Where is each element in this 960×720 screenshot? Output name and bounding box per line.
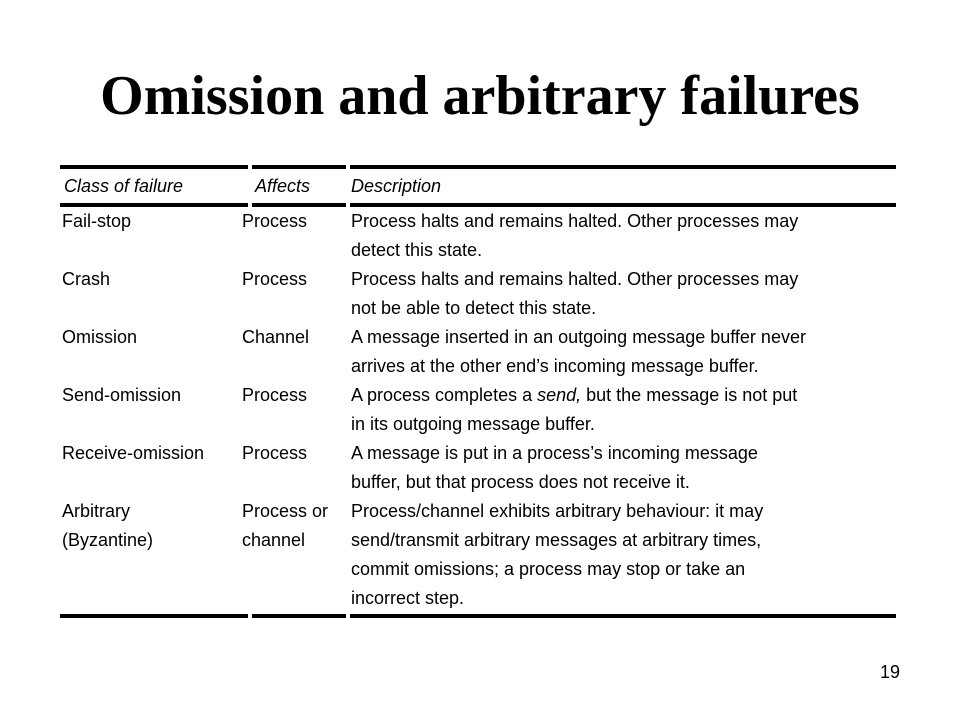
table-bottom-rule-affects — [252, 614, 346, 618]
description-cell: in its outgoing message buffer. — [351, 414, 595, 434]
description-cell: Process/channel exhibits arbitrary behaviour: it may — [351, 501, 764, 521]
slide-title: Omission and arbitrary failures — [100, 65, 860, 127]
description-cell: arrives at the other end’s incoming message buffer. — [351, 356, 759, 376]
table-top-rule-class — [60, 165, 248, 169]
class-cell: Crash — [62, 269, 111, 289]
affects-cell: Process — [242, 269, 308, 289]
table-bottom-rule-description — [350, 614, 896, 618]
header-description: Description — [351, 176, 442, 196]
description-cell: Process halts and remains halted. Other processes may — [351, 269, 799, 289]
italic-term: send, — [537, 385, 582, 405]
description-cell: send/transmit arbitrary messages at arbitrary times, — [351, 530, 762, 550]
description-cell: incorrect step. — [351, 588, 465, 608]
table-top-rule-affects — [252, 165, 346, 169]
class-cell: Send-omission — [62, 385, 182, 405]
class-cell: Arbitrary — [62, 501, 131, 521]
class-cell: (Byzantine) — [62, 530, 154, 550]
page-number: 19 — [879, 662, 900, 682]
class-cell: Omission — [62, 327, 138, 347]
affects-cell: Process — [242, 385, 308, 405]
affects-cell: channel — [242, 530, 306, 550]
affects-cell: Process or — [242, 501, 329, 521]
affects-cell: Process — [242, 211, 308, 231]
description-cell: A message inserted in an outgoing message buffer never — [351, 327, 806, 347]
class-cell: Fail-stop — [62, 211, 132, 231]
affects-cell: Process — [242, 443, 308, 463]
description-cell: commit omissions; a process may stop or take an — [351, 559, 746, 579]
description-cell: Process halts and remains halted. Other processes may — [351, 211, 799, 231]
header-affects: Affects — [255, 176, 311, 196]
description-cell: A message is put in a process’s incoming message — [351, 443, 758, 463]
table-top-rule-description — [350, 165, 896, 169]
class-cell: Receive-omission — [62, 443, 205, 463]
description-cell: buffer, but that process does not receive it. — [351, 472, 690, 492]
description-cell: A process completes a send, but the message is not put — [351, 385, 798, 405]
affects-cell: Channel — [242, 327, 310, 347]
description-cell: not be able to detect this state. — [351, 298, 597, 318]
description-cell: detect this state. — [351, 240, 483, 260]
table-bottom-rule-class — [60, 614, 248, 618]
header-class-of-failure: Class of failure — [64, 176, 184, 196]
